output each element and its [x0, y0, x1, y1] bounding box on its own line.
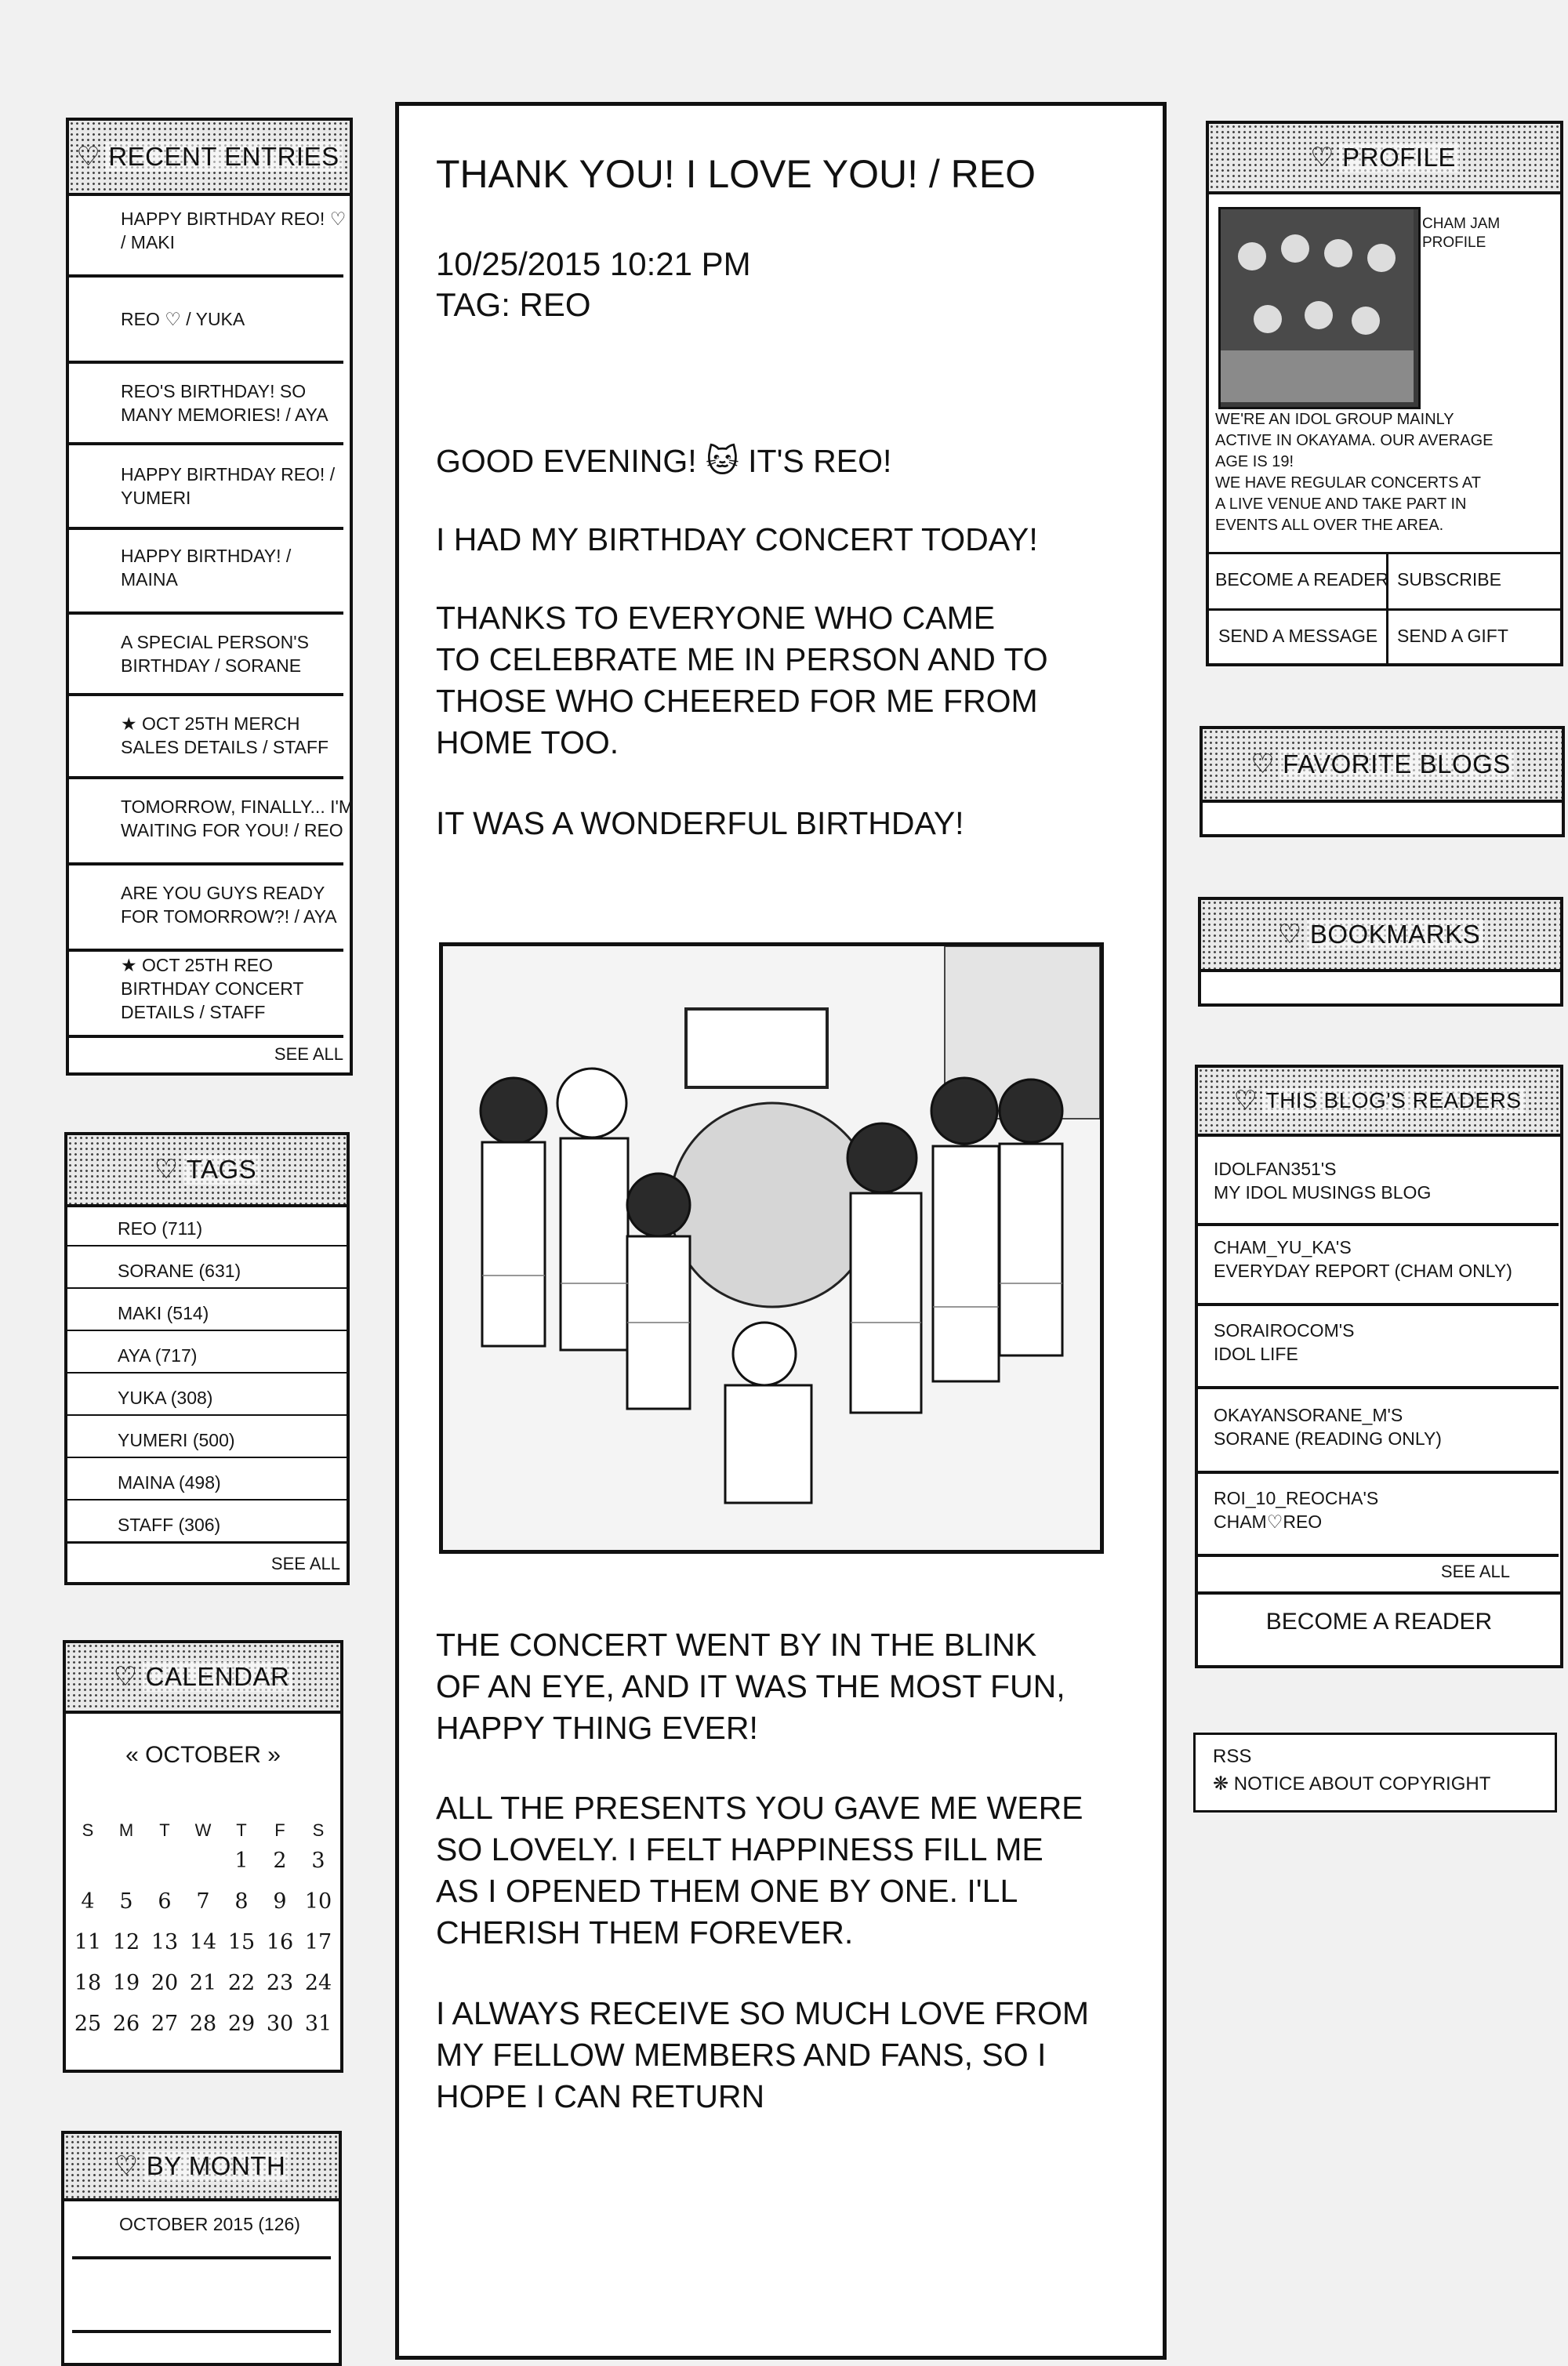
recent-entries-widget [66, 118, 353, 1076]
post-paragraph: THANKS TO EVERYONE WHO CAME TO CELEBRATE ME IN PERSON AND TO THOSE WHO CHEERED FOR ME FROM HOME TOO. [436, 600, 1048, 760]
calendar-day[interactable]: 8 [234, 1889, 249, 1914]
reader-item[interactable]: IDOLFAN351'S MY IDOL MUSINGS BLOG [1214, 1159, 1432, 1203]
heart-icon: ♡ [154, 1155, 179, 1185]
divider [69, 949, 343, 952]
divider [67, 1414, 347, 1416]
divider [69, 527, 343, 530]
tag-item[interactable]: MAINA (498) [118, 1472, 221, 1493]
calendar-day[interactable]: 30 [266, 2012, 294, 2036]
profile-widget [1206, 121, 1563, 666]
divider [69, 274, 343, 278]
reader-item[interactable]: SORAIROCOM'S IDOL LIFE [1214, 1320, 1355, 1364]
calendar-day[interactable]: 28 [189, 2012, 217, 2036]
post-paragraph: I ALWAYS RECEIVE SO MUCH LOVE FROM MY FELLOW MEMBERS AND FANS, SO I HOPE I CAN RETURN [436, 1995, 1090, 2114]
recent-entry-item[interactable]: A SPECIAL PERSON'S BIRTHDAY / SORANE [121, 632, 310, 676]
group-photo-illustration [443, 946, 1100, 1550]
recent-entry-item[interactable]: ★ OCT 25TH MERCH SALES DETAILS / STAFF [121, 713, 328, 757]
divider [1198, 1386, 1559, 1389]
calendar-widget [63, 1640, 343, 2073]
profile-photo [1218, 207, 1421, 409]
divider [69, 776, 343, 779]
calendar-day[interactable]: 20 [151, 1971, 179, 1995]
divider [1198, 1591, 1560, 1595]
footer-links-widget [1193, 1733, 1557, 1813]
calendar-day[interactable]: 3 [311, 1849, 325, 1873]
post-photo [439, 942, 1104, 1554]
by-month-widget [61, 2131, 342, 2366]
recent-entry-item[interactable]: ARE YOU GUYS READY FOR TOMORROW?! / AYA [121, 883, 337, 927]
recent-entry-item[interactable]: ★ OCT 25TH REO BIRTHDAY CONCERT DETAILS / STAFF [121, 955, 304, 1022]
calendar-day[interactable] [109, 1849, 143, 1873]
divider [69, 442, 343, 445]
post-paragraph: GOOD EVENING! 🐱 IT'S REO! [436, 443, 892, 479]
calendar-day[interactable]: 1 [234, 1849, 249, 1873]
calendar-day[interactable]: 15 [227, 1930, 256, 1954]
calendar-day[interactable]: 6 [158, 1889, 172, 1914]
recent-entry-item[interactable]: REO ♡ / YUKA [121, 309, 245, 329]
calendar-day[interactable]: 24 [304, 1971, 332, 1995]
calendar-day[interactable] [71, 1849, 105, 1873]
tags-see-all-link[interactable]: SEE ALL [270, 1554, 340, 1573]
send-gift-button[interactable]: SEND A GIFT [1397, 626, 1508, 646]
post-paragraph: IT WAS A WONDERFUL BIRTHDAY! [436, 805, 964, 841]
rss-link[interactable]: RSS [1213, 1746, 1252, 1767]
divider [69, 611, 343, 615]
group-photo-thumbnail [1221, 209, 1414, 402]
divider [67, 1245, 347, 1247]
tags-title: TAGS [183, 1155, 260, 1185]
divider [1198, 1223, 1559, 1226]
tags-header [67, 1135, 347, 1207]
heart-icon: ♡ [1250, 749, 1276, 779]
divider [69, 361, 343, 364]
tag-item[interactable]: STAFF (306) [118, 1515, 221, 1535]
calendar-week-row [71, 1849, 336, 1873]
calendar-day[interactable]: 29 [227, 2012, 256, 2036]
recent-entries-see-all-link[interactable]: SEE ALL [274, 1044, 343, 1064]
divider [69, 693, 343, 696]
subscribe-button[interactable]: SUBSCRIBE [1397, 569, 1501, 590]
divider [1209, 608, 1560, 611]
recent-entries-header [69, 121, 350, 196]
calendar-day[interactable]: 2 [273, 1849, 287, 1873]
tag-item[interactable]: MAKI (514) [118, 1303, 209, 1323]
profile-title: PROFILE [1339, 143, 1459, 172]
divider [69, 862, 343, 865]
bookmarks-widget [1198, 897, 1563, 1007]
divider [1198, 1471, 1559, 1474]
calendar-week-row [71, 2012, 336, 2036]
calendar-day[interactable]: 16 [266, 1930, 294, 1954]
calendar-day[interactable]: 17 [304, 1930, 332, 1954]
bookmarks-title: BOOKMARKS [1307, 920, 1483, 949]
recent-entry-item[interactable]: HAPPY BIRTHDAY! / MAINA [121, 546, 292, 590]
divider [67, 1499, 347, 1501]
tags-widget [64, 1132, 350, 1585]
become-reader-button[interactable]: BECOME A READER [1265, 1609, 1493, 1635]
divider [1209, 552, 1560, 554]
reader-item[interactable]: OKAYANSORANE_M'S SORANE (READING ONLY) [1214, 1405, 1442, 1449]
calendar-day[interactable]: 5 [119, 1889, 133, 1914]
heart-icon: ♡ [114, 2151, 139, 2181]
heart-icon: ♡ [1310, 143, 1335, 172]
readers-see-all-link[interactable]: SEE ALL [1440, 1562, 1510, 1581]
calendar-week-row [71, 1930, 336, 1954]
divider [69, 1035, 343, 1038]
recent-entry-item[interactable]: HAPPY BIRTHDAY REO! / YUMERI [121, 464, 336, 508]
post-paragraph: I HAD MY BIRTHDAY CONCERT TODAY! [436, 521, 1038, 557]
calendar-day[interactable]: 11 [74, 1930, 102, 1954]
by-month-title: BY MONTH [143, 2151, 289, 2181]
calendar-day[interactable]: 19 [112, 1971, 140, 1995]
favorite-blogs-header [1203, 729, 1562, 803]
favorite-blogs-widget [1200, 726, 1565, 837]
profile-photo-caption: CHAM JAM PROFILE [1422, 216, 1501, 251]
calendar-day[interactable] [186, 1849, 220, 1873]
post-datetime: 10/25/2015 10:21 PM [436, 245, 751, 282]
readers-widget [1195, 1065, 1563, 1668]
tag-item[interactable]: REO (711) [118, 1218, 203, 1239]
calendar-day[interactable]: 14 [189, 1930, 217, 1954]
recent-entry-item[interactable]: HAPPY BIRTHDAY REO! ♡ / MAKI [121, 209, 347, 252]
readers-header [1198, 1068, 1560, 1137]
calendar-header [66, 1643, 340, 1714]
calendar-day[interactable]: 27 [151, 2012, 179, 2036]
tag-item[interactable]: YUKA (308) [118, 1388, 213, 1408]
calendar-day[interactable]: 13 [151, 1930, 179, 1954]
post-tag-link[interactable]: TAG: REO [436, 286, 591, 323]
profile-description: WE'RE AN IDOL GROUP MAINLY ACTIVE IN OKAYAMA. OUR AVERAGE AGE IS 19! WE HAVE REGULAR CONCERTS AT A LIVE VENUE AND TAKE PART IN EVENTS ALL OVER THE AREA. [1215, 411, 1494, 534]
calendar-week-row [71, 1889, 336, 1914]
tag-item[interactable]: AYA (717) [118, 1345, 198, 1366]
heart-icon: ♡ [113, 1662, 138, 1692]
month-archive-item[interactable]: OCTOBER 2015 (126) [119, 2214, 300, 2234]
heart-icon: ♡ [1277, 920, 1302, 949]
divider [67, 1287, 347, 1289]
reader-item[interactable]: CHAM_YU_KA'S EVERYDAY REPORT (CHAM ONLY) [1214, 1237, 1512, 1281]
calendar-day[interactable]: 7 [196, 1889, 210, 1914]
tag-item[interactable]: YUMERI (500) [118, 1430, 235, 1450]
divider [67, 1372, 347, 1374]
profile-header [1209, 124, 1560, 194]
post-paragraph: THE CONCERT WENT BY IN THE BLINK OF AN EYE, AND IT WAS THE MOST FUN, HAPPY THING EVER! [436, 1627, 1065, 1746]
tag-item[interactable]: SORANE (631) [118, 1261, 241, 1281]
divider [67, 1330, 347, 1331]
divider [1198, 1303, 1559, 1306]
heart-icon: ♡ [1233, 1086, 1258, 1116]
recent-entry-item[interactable]: REO'S BIRTHDAY! SO MANY MEMORIES! / AYA [121, 381, 328, 425]
by-month-header [64, 2134, 339, 2201]
calendar-day[interactable] [147, 1849, 182, 1873]
calendar-day[interactable]: 10 [304, 1889, 332, 1914]
calendar-day[interactable]: 12 [112, 1930, 140, 1954]
calendar-day[interactable]: 23 [266, 1971, 294, 1995]
calendar-day[interactable]: 26 [112, 2012, 140, 2036]
recent-entries-title: RECENT ENTRIES [105, 142, 342, 172]
calendar-day[interactable]: 31 [304, 2012, 332, 2036]
recent-entry-item[interactable]: TOMORROW, FINALLY... I'M WAITING FOR YOU! / REO [121, 797, 354, 840]
copyright-notice-link[interactable]: ❋ NOTICE ABOUT COPYRIGHT [1213, 1773, 1491, 1794]
heart-icon: ♡ [76, 142, 101, 172]
calendar-day[interactable]: 25 [74, 2012, 102, 2036]
become-reader-button[interactable]: BECOME A READER [1215, 569, 1389, 590]
calendar-day[interactable]: 9 [273, 1889, 287, 1914]
calendar-month-nav[interactable]: « OCTOBER » [125, 1742, 281, 1768]
calendar-day[interactable]: 18 [74, 1971, 102, 1995]
favorite-blogs-title: FAVORITE BLOGS [1279, 749, 1514, 779]
calendar-week-row [71, 1971, 336, 1995]
divider [72, 2330, 331, 2333]
calendar-day[interactable]: 21 [189, 1971, 217, 1995]
send-message-button[interactable]: SEND A MESSAGE [1218, 626, 1378, 646]
calendar-weekday-row: S M T W T F S [82, 1820, 325, 1840]
divider [67, 1457, 347, 1458]
reader-item[interactable]: ROI_10_REOCHA'S CHAM♡REO [1214, 1488, 1379, 1532]
bookmarks-header [1201, 900, 1560, 972]
divider [1198, 1554, 1559, 1557]
calendar-day[interactable]: 4 [81, 1889, 95, 1914]
post-title: THANK YOU! I LOVE YOU! / REO [436, 152, 1036, 196]
readers-title: THIS BLOG'S READERS [1262, 1088, 1524, 1113]
divider [67, 1541, 347, 1544]
calendar-title: CALENDAR [143, 1662, 293, 1692]
divider [72, 2256, 331, 2259]
calendar-day[interactable]: 22 [227, 1971, 256, 1995]
post-paragraph: ALL THE PRESENTS YOU GAVE ME WERE SO LOVELY. I FELT HAPPINESS FILL ME AS I OPENED THEM ONE BY ONE. I'LL CHERISH THEM FOREVER. [436, 1790, 1083, 1950]
